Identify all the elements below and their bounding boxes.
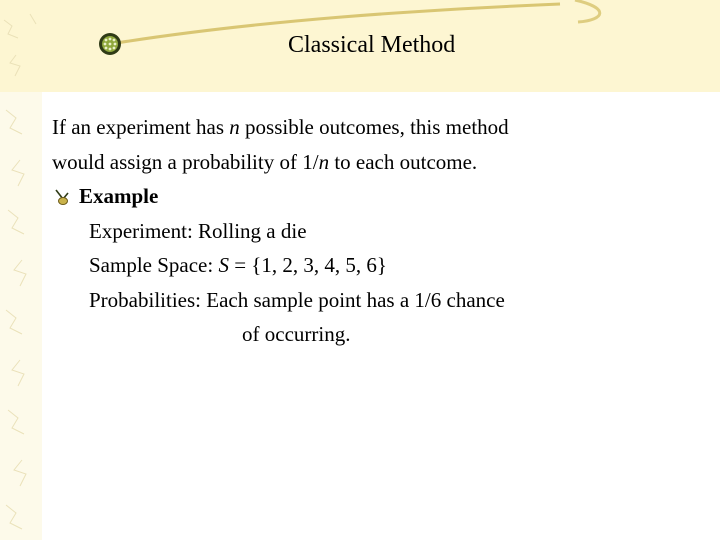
sample-space-label: Sample Space: <box>89 253 219 277</box>
intro-text: If an experiment has <box>52 115 230 139</box>
intro-text: possible outcomes, this method <box>239 115 509 139</box>
probabilities-line-1: Probabilities: Each sample point has a 1/6 chance <box>89 287 505 312</box>
experiment-line: Experiment: Rolling a die <box>89 218 307 243</box>
example-heading: Example <box>79 184 159 208</box>
variable-s: S <box>218 253 229 277</box>
intro-line-1 <box>52 110 509 145</box>
leaf-bullet-icon <box>54 188 70 206</box>
slide-body <box>52 110 509 352</box>
example-bullet <box>52 179 509 214</box>
slide-title: Classical Method <box>288 32 456 58</box>
sample-space-value: = {1, 2, 3, 4, 5, 6} <box>228 253 387 277</box>
intro-line-2 <box>52 145 509 180</box>
variable-n: n <box>229 115 240 139</box>
variable-n: n <box>318 149 330 174</box>
intro-text: to each outcome. <box>329 149 478 174</box>
title-bullet-icon <box>97 31 123 57</box>
sample-space-line <box>52 248 509 283</box>
probabilities-line-2: of occurring. <box>242 322 351 346</box>
intro-text: would assign a probability of 1/ <box>52 149 319 174</box>
